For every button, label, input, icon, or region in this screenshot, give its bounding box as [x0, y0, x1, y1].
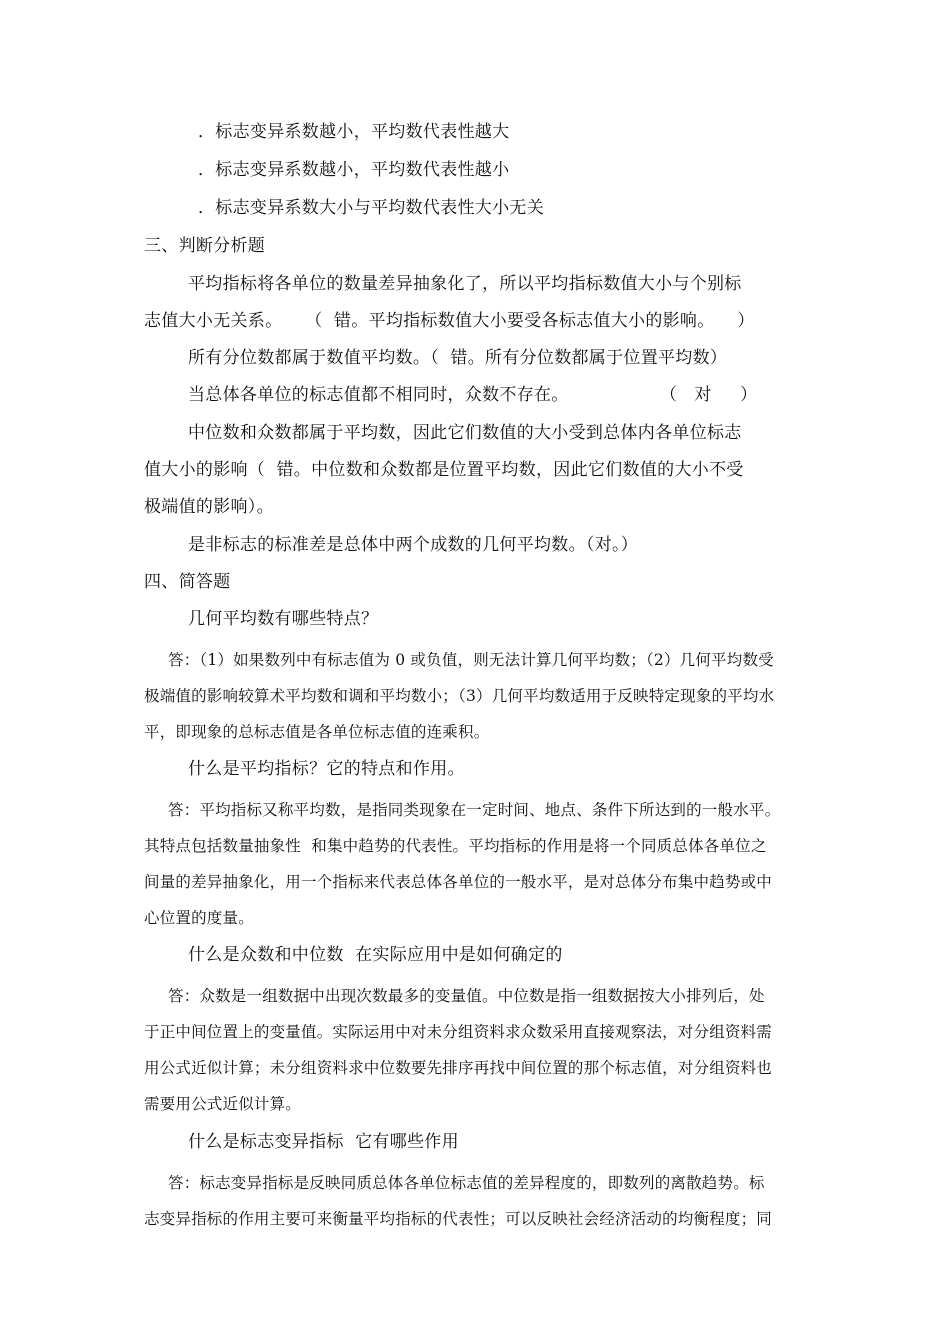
option-line-1: ．标志变异系数越小，平均数代表性越大 [198, 122, 510, 142]
answer-1-line-3: 平，即现象的总标志值是各单位标志值的连乘积。 [144, 723, 490, 741]
question-3: 什么是众数和中位数 在实际应用中是如何确定的 [188, 945, 563, 965]
question-2: 什么是平均指标？它的特点和作用。 [188, 759, 465, 779]
answer-3-line-3: 用公式近似计算；未分组资料求中位数要先排序再找中间位置的那个标志值，对分组资料也 [144, 1059, 773, 1077]
answer-1-line-2: 极端值的影响较算术平均数和调和平均数小；（3）几何平均数适用于反映特定现象的平均水 [144, 687, 775, 705]
judgment-item-4-line-2: 值大小的影响（ 错。中位数和众数都是位置平均数，因此它们数值的大小不受 [144, 460, 744, 480]
question-4: 什么是标志变异指标 它有哪些作用 [188, 1132, 459, 1152]
option-line-2: ．标志变异系数越小，平均数代表性越小 [198, 160, 510, 180]
answer-1-line-1: 答：（1）如果数列中有标志值为 0 或负值，则无法计算几何平均数；（2）几何平均数受 [168, 651, 774, 669]
answer-2-line-4: 心位置的度量。 [144, 909, 254, 927]
section-heading-short-answer: 四、简答题 [144, 572, 231, 592]
answer-3-line-1: 答：众数是一组数据中出现次数最多的变量值。中位数是指一组数据按大小排列后，处 [168, 987, 765, 1005]
judgment-item-5: 是非标志的标准差是总体中两个成数的几何平均数。（对。） [188, 535, 639, 555]
answer-3-line-4: 需要用公式近似计算。 [144, 1095, 302, 1113]
judgment-item-2: 所有分位数都属于数值平均数。（ 错。所有分位数都属于位置平均数） [188, 348, 728, 368]
judgment-item-4-line-1: 中位数和众数都属于平均数，因此它们数值的大小受到总体内各单位标志 [188, 423, 742, 443]
judgment-item-1-line-2: 志值大小无关系。 （ 错。平均指标数值大小要受各标志值大小的影响。 ） [144, 311, 755, 331]
judgment-item-1-line-1: 平均指标将各单位的数量差异抽象化了，所以平均指标数值大小与个别标 [188, 274, 742, 294]
section-heading-judgment: 三、判断分析题 [144, 236, 266, 256]
answer-4-line-1: 答：标志变异指标是反映同质总体各单位标志值的差异程度的，即数列的离散趋势。标 [168, 1174, 765, 1192]
answer-2-line-2: 其特点包括数量抽象性 和集中趋势的代表性。平均指标的作用是将一个同质总体各单位之 [144, 837, 767, 855]
judgment-item-3: 当总体各单位的标志值都不相同时，众数不存在。 （ 对 ） [188, 385, 758, 405]
answer-4-line-2: 志变异指标的作用主要可来衡量平均指标的代表性；可以反映社会经济活动的均衡程度；同 [144, 1210, 773, 1228]
option-line-3: ．标志变异系数大小与平均数代表性大小无关 [198, 198, 544, 218]
answer-3-line-2: 于正中间位置上的变量值。实际运用中对未分组资料求众数采用直接观察法，对分组资料需 [144, 1023, 773, 1041]
answer-2-line-3: 间量的差异抽象化，用一个指标来代表总体各单位的一般水平，是对总体分布集中趋势或中 [144, 873, 773, 891]
judgment-item-4-line-3: 极端值的影响）。 [144, 497, 274, 517]
question-1: 几何平均数有哪些特点？ [188, 609, 379, 629]
answer-2-line-1: 答：平均指标又称平均数，是指同类现象在一定时间、地点、条件下所达到的一般水平。 [168, 801, 781, 819]
